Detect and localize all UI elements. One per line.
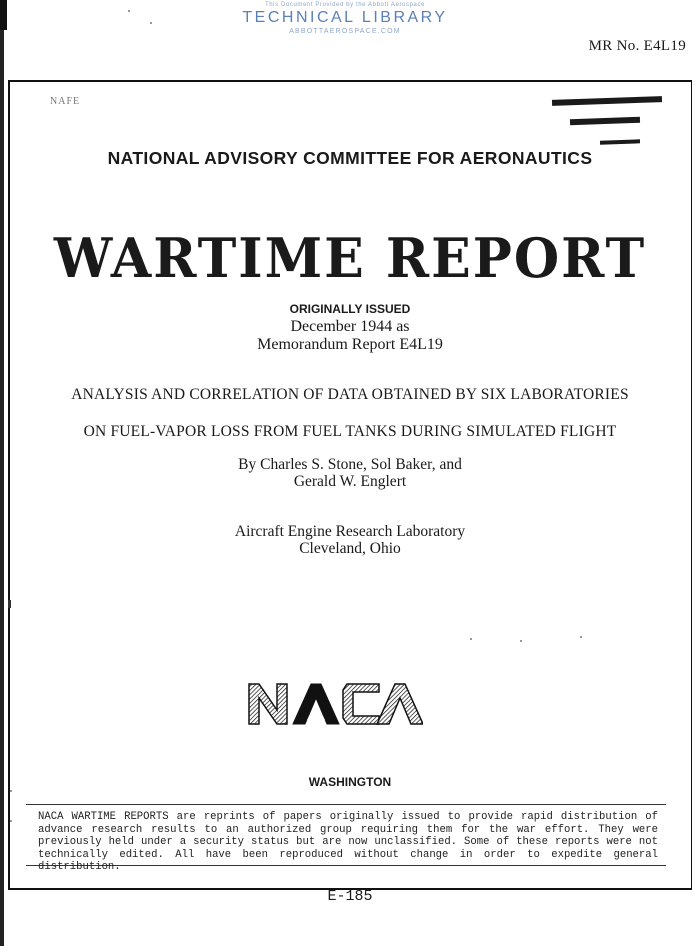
scan-speck: [520, 640, 522, 642]
scan-edge-mark: [0, 0, 7, 30]
authors-line-2: Gerald W. Englert: [293, 473, 407, 490]
watermark-url: ABBOTTAEROSPACE.COM: [289, 28, 401, 35]
scan-speck: [8, 600, 11, 608]
scan-speck: [580, 636, 582, 638]
scan-speck: [150, 22, 152, 24]
scan-speck: [470, 638, 472, 640]
scan-speck: [128, 10, 130, 12]
scan-speck: [10, 790, 12, 792]
report-title-line-1: ANALYSIS AND CORRELATION OF DATA OBTAINED BY SIX LABORATORIES: [71, 386, 629, 403]
faded-stamp: NAFE: [50, 96, 81, 107]
report-heading: WARTIME REPORT: [53, 226, 647, 291]
authors-line-1: By Charles S. Stone, Sol Baker, and: [238, 456, 462, 473]
watermark-library-title: TECHNICAL LIBRARY: [242, 9, 448, 26]
committee-name: NATIONAL ADVISORY COMMITTEE FOR AERONAUTICS: [107, 148, 593, 168]
scan-speck: [10, 820, 12, 822]
laboratory-name: Aircraft Engine Research Laboratory: [234, 523, 466, 540]
laboratory-city: Cleveland, Ohio: [299, 540, 401, 557]
publication-city: WASHINGTON: [308, 775, 392, 789]
issue-date: December 1944 as: [290, 318, 410, 335]
report-title-line-2: ON FUEL-VAPOR LOSS FROM FUEL TANKS DURING SIMULATED FLIGHT: [83, 423, 617, 440]
page-code: E-185: [327, 888, 373, 905]
authors: [0, 456, 700, 490]
issue-info: [0, 318, 700, 354]
laboratory: [0, 523, 700, 557]
originally-issued-label: ORIGINALLY ISSUED: [289, 302, 411, 316]
watermark-provider-line: This Document Provided by the Abbott Aerospace: [264, 2, 425, 8]
naca-logo-letters: [249, 684, 423, 724]
issue-type: Memorandum Report E4L19: [257, 336, 443, 353]
wartime-reports-notice: NACA WARTIME REPORTS are reprints of papers originally issued to provide rapid distribution of advance research results to an authorized group requiring them for the war effort. They were previously held under a security status but are now unclassified. Some of these reports were not technically edited. All have been reproduced without change in order to expedite general distribution.: [26, 804, 666, 866]
report-number: MR No. E4L19: [588, 38, 686, 54]
naca-logo: [247, 680, 423, 726]
